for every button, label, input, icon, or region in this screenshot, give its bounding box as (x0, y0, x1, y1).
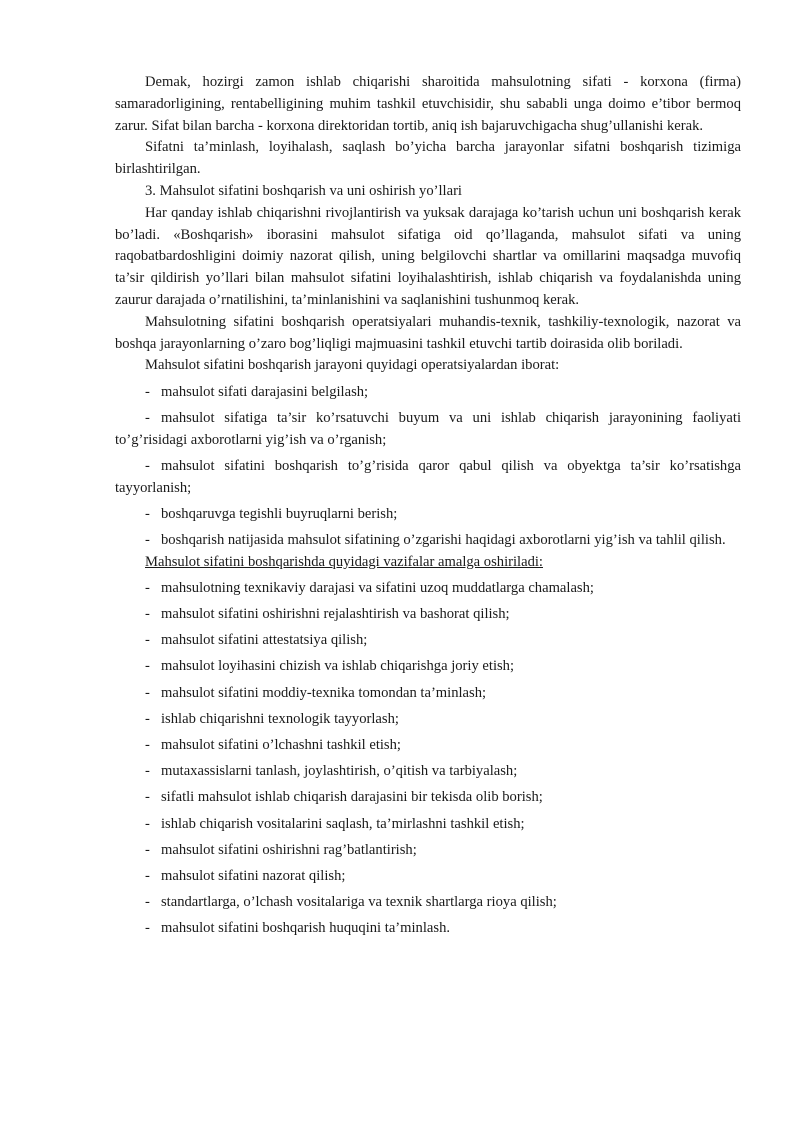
dash-bullet: - (145, 737, 150, 753)
list-item-text: mahsulot sifatini oshirishni rag’batlantirish; (161, 841, 417, 858)
list-item (115, 408, 741, 452)
list-item (115, 892, 741, 914)
list-item (115, 456, 741, 500)
list-item (115, 866, 741, 888)
paragraph: Demak, hozirgi zamon ishlab chiqarishi sharoitida mahsulotning sifati - korxona (firma) samaradorligining, rentabelligining muhim tashkil etuvchisidir, shu sababli unga doimo e’tibor bermoq zarur. Sifat bilan barcha - korxona direktoridan tortib, aniq ish bajaruvchigacha shug’ullanishi kerak. (115, 74, 741, 134)
list-item-text: mahsulot sifatiga ta’sir ko’rsatuvchi buyum va uni ishlab chiqarish jarayonining faoliyati to’g’risidagi axborotlarni yig’ish va o’rganish; (115, 409, 741, 448)
list-item (115, 814, 741, 836)
dash-bullet: - (145, 684, 150, 701)
list-item-text: mahsulot sifatini boshqarish huquqini ta’minlash. (161, 920, 451, 937)
list-item (115, 709, 741, 731)
list-item-text: boshqarish natijasida mahsulot sifatining o’zgarishi haqidagi axborotlarni yig’ish va tahlil qilish. (161, 531, 726, 548)
dash-bullet: - (145, 815, 150, 832)
dash-bullet: - (145, 841, 150, 858)
list-item-text: standartlarga, o’lchash vositalariga va texnik shartlarga rioya qilish; (161, 894, 557, 911)
list-item (115, 630, 741, 652)
list-item (115, 735, 741, 757)
list-item (115, 504, 741, 526)
tasks-list (115, 578, 741, 940)
dash-bullet: - (145, 579, 150, 596)
operations-list (115, 382, 741, 552)
dash-bullet: - (145, 457, 150, 474)
list-item-text: mahsulot sifatini nazorat qilish; (161, 867, 346, 884)
document-page (115, 72, 741, 945)
dash-bullet: - (145, 710, 150, 727)
list-item-text: mahsulot sifatini boshqarish to’g’risida qaror qabul qilish va obyektga ta’sir ko’rsatishga tayyorlanish; (115, 457, 741, 496)
dash-bullet: - (145, 632, 150, 649)
list-item (115, 530, 741, 552)
list-item-text: mahsulot sifati darajasini belgilash; (161, 383, 369, 400)
list-item (115, 683, 741, 705)
dash-bullet: - (145, 606, 150, 623)
list-item-text: mahsulotning texnikaviy darajasi va sifatini uzoq muddatlarga chamalash; (161, 579, 594, 596)
dash-bullet: - (145, 658, 150, 675)
list-item (115, 918, 741, 940)
dash-bullet: - (145, 894, 150, 911)
dash-bullet: - (145, 789, 150, 806)
list-intro: Mahsulot sifatini boshqarish jarayoni quyidagi operatsiyalardan iborat: (145, 357, 560, 374)
list-item (115, 578, 741, 600)
paragraph: Har qanday ishlab chiqarishni rivojlantirish va yuksak darajaga ko’tarish uchun uni boshqarish kerak bo’ladi. «Boshqarish» iborasini mahsulot sifatiga oid qo’llaganda, mahsulot sifati va uning raqobatbardoshligini doimiy nazorat qilish, uning belgilovchi shartlar va omillarini maqsadga muvofiq ta’sir qildirish yo’llari bilan mahsulot sifatini loyihalashtirish, ishlab chiqarish va foydalanishda uning zaurur darajada o’rnatilishini, ta’minlanishini va saqlanishini tushunmoq kerak. (115, 204, 741, 308)
list-item-text: ishlab chiqarish vositalarini saqlash, ta’mirlashni tashkil etish; (161, 815, 525, 832)
paragraph: Mahsulotning sifatini boshqarish operatsiyalari muhandis-texnik, tashkiliy-texnologik, nazorat va boshqa jarayonlarning o’zaro bog’liqligi majmuasini tashkil etuvchi tartib doirasida olib boriladi. (115, 313, 741, 352)
list-item-text: mahsulot sifatini attestatsiya qilish; (161, 632, 368, 649)
list-item-text: mutaxassislarni tanlash, joylashtirish, o’qitish va tarbiyalash; (161, 763, 518, 780)
list-item-text: ishlab chiqarishni texnologik tayyorlash; (161, 710, 399, 727)
dash-bullet: - (145, 867, 150, 884)
dash-bullet: - (145, 383, 150, 400)
list-item (115, 840, 741, 862)
paragraph: Sifatni ta’minlash, loyihalash, saqlash bo’yicha barcha jarayonlar sifatni boshqarish tizimiga birlashtirilgan. (115, 139, 741, 178)
list-item-text: sifatli mahsulot ishlab chiqarish darajasini bir tekisda olib borish; (161, 789, 543, 806)
section-heading: 3. Mahsulot sifatini boshqarish va uni oshirish yo’llari (145, 182, 462, 199)
list-item (115, 382, 741, 404)
dash-bullet: - (145, 409, 150, 426)
dash-bullet: - (145, 763, 150, 780)
list-item (115, 761, 741, 783)
list-item-text: mahsulot loyihasini chizish va ishlab chiqarishga joriy etish; (161, 658, 515, 675)
list-item-text: mahsulot sifatini o’lchashni tashkil etish; (161, 737, 401, 753)
list-item (115, 787, 741, 809)
dash-bullet: - (145, 920, 150, 937)
dash-bullet: - (145, 505, 150, 522)
dash-bullet: - (145, 531, 150, 548)
list-intro-underlined: Mahsulot sifatini boshqarishda quyidagi vazifalar amalga oshiriladi: (145, 553, 543, 570)
list-item (115, 604, 741, 626)
list-item-text: boshqaruvga tegishli buyruqlarni berish; (161, 505, 398, 522)
list-item-text: mahsulot sifatini moddiy-texnika tomondan ta’minlash; (161, 684, 487, 701)
list-item (115, 656, 741, 678)
list-item-text: mahsulot sifatini oshirishni rejalashtirish va bashorat qilish; (161, 606, 510, 623)
